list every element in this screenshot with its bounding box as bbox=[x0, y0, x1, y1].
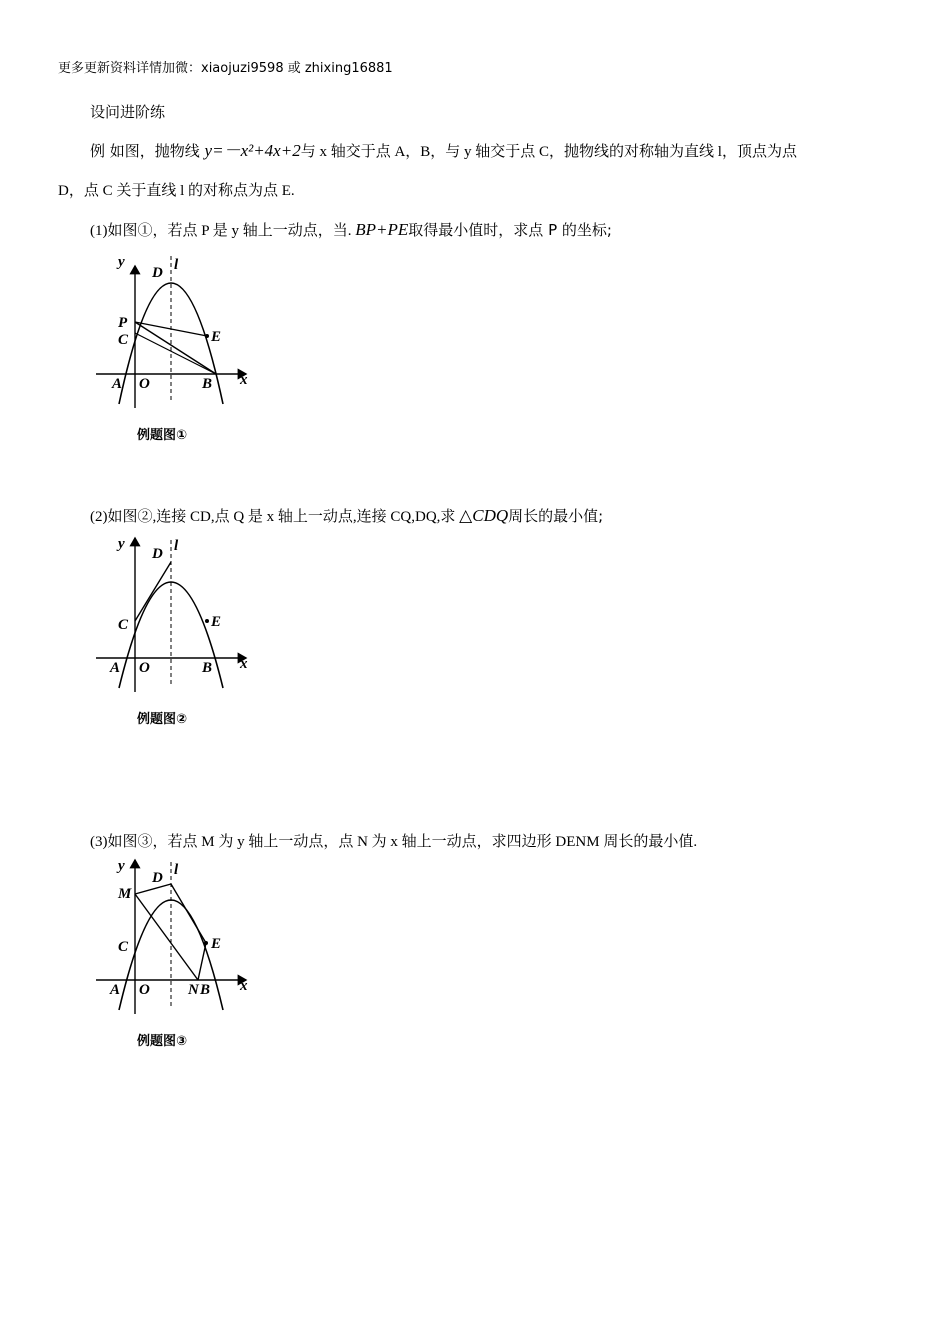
label-A: A bbox=[110, 982, 121, 998]
figure-1 bbox=[90, 250, 260, 450]
parabola-formula: y=－x²+4x+2 bbox=[204, 141, 301, 160]
label-B: B bbox=[202, 660, 213, 676]
figure-2-caption: 例题图② bbox=[137, 712, 188, 727]
label-C: C bbox=[118, 332, 129, 348]
point-E bbox=[205, 334, 209, 338]
label-O: O bbox=[139, 376, 150, 392]
segment-DE bbox=[171, 884, 206, 943]
segment-NM bbox=[135, 894, 198, 980]
label-x: x bbox=[240, 656, 248, 672]
q1-math: BP+PE bbox=[355, 220, 409, 239]
label-E: E bbox=[211, 614, 222, 630]
label-D: D bbox=[152, 546, 163, 562]
figure-2-svg bbox=[90, 534, 260, 734]
header-contact: 更多更新资料详情加微：xiaojuzi9598 或 zhixing16881 bbox=[58, 61, 393, 76]
figure-1-caption: 例题图① bbox=[137, 428, 188, 443]
label-x: x bbox=[240, 372, 248, 388]
question-1 bbox=[90, 220, 612, 241]
label-A: A bbox=[110, 660, 121, 676]
segment-CD bbox=[135, 562, 171, 621]
point-E bbox=[205, 619, 209, 623]
figure-2 bbox=[90, 534, 260, 734]
label-l: l bbox=[174, 538, 179, 554]
label-x: x bbox=[240, 978, 248, 994]
label-y: y bbox=[118, 536, 125, 552]
q3-text: (3)如图③，若点 M 为 y 轴上一动点，点 N 为 x 轴上一动点，求四边形 DENM 周长的最小值. bbox=[90, 834, 698, 850]
point-E bbox=[204, 941, 208, 945]
label-P: P bbox=[118, 315, 128, 331]
label-D: D bbox=[152, 870, 163, 886]
label-C: C bbox=[118, 617, 129, 633]
figure-3-svg bbox=[90, 856, 260, 1056]
label-B: B bbox=[200, 982, 211, 998]
q1-text-pre: (1)如图①，若点 P 是 y 轴上一动点，当. bbox=[90, 223, 356, 239]
question-2 bbox=[90, 506, 603, 527]
label-E: E bbox=[211, 329, 222, 345]
label-C: C bbox=[118, 939, 129, 955]
example-intro: 例 如图，抛物线 bbox=[90, 142, 205, 160]
label-O: O bbox=[139, 982, 150, 998]
label-M: M bbox=[118, 886, 132, 902]
label-l: l bbox=[174, 862, 179, 878]
example-line-2: D，点 C 关于直线 l 的对称点为点 E. bbox=[58, 183, 295, 199]
section-title: 设问进阶练 bbox=[90, 103, 166, 121]
label-O: O bbox=[139, 660, 150, 676]
label-l: l bbox=[174, 257, 179, 273]
question-3 bbox=[90, 831, 697, 852]
segment-EN bbox=[198, 943, 206, 980]
q2-math: △CDQ bbox=[459, 506, 509, 525]
example-rest: 与 x 轴交于点 A，B，与 y 轴交于点 C，抛物线的对称轴为直线 l，顶点为点 bbox=[300, 144, 797, 160]
q2-text-post: 周长的最小值; bbox=[508, 507, 604, 525]
label-y: y bbox=[118, 858, 125, 874]
figure-3-caption: 例题图③ bbox=[137, 1034, 188, 1049]
figure-1-svg bbox=[90, 250, 260, 450]
q1-text-post: 取得最小值时，求点 P 的坐标; bbox=[408, 221, 612, 239]
label-D: D bbox=[152, 265, 163, 281]
figure-3 bbox=[90, 856, 260, 1056]
label-A: A bbox=[112, 376, 123, 392]
label-N: N bbox=[188, 982, 199, 998]
example-line-1 bbox=[90, 141, 797, 162]
label-B: B bbox=[202, 376, 213, 392]
label-E: E bbox=[211, 936, 222, 952]
segment-CB bbox=[135, 333, 216, 374]
label-y: y bbox=[118, 254, 125, 270]
q2-text-pre: (2)如图②,连接 CD,点 Q 是 x 轴上一动点,连接 CQ,DQ,求 bbox=[90, 509, 460, 525]
